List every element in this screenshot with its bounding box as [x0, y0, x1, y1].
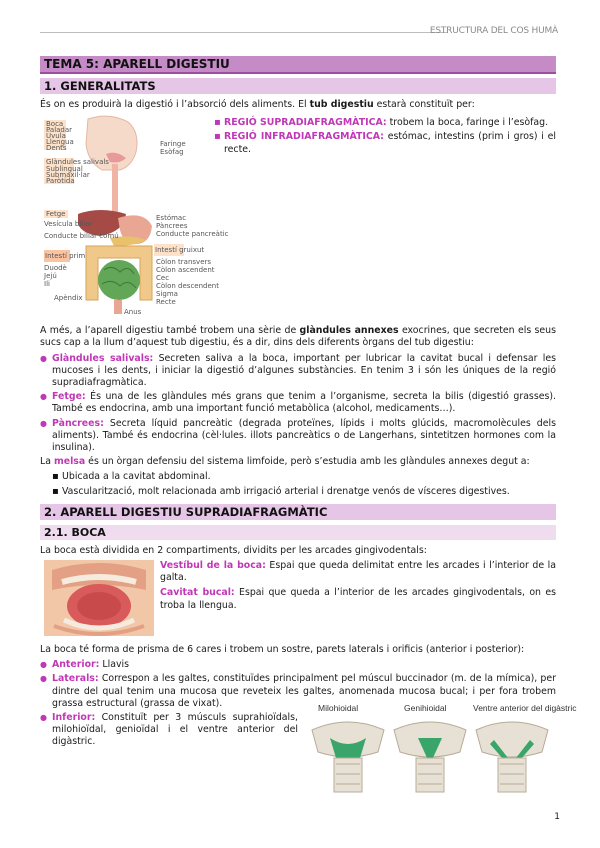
section-heading-supradiafragmatic: 2. APARELL DIGESTIU SUPRADIAFRAGMÀTIC — [40, 504, 556, 520]
mouth-faces-list-cont — [40, 712, 298, 749]
figure-label-duode: Duodè — [44, 264, 67, 273]
figure-label-intesti-prim: Intestí prim — [45, 252, 86, 261]
figure-label-uvula: Úvula — [46, 132, 66, 141]
figure-label-estomac: Estómac — [156, 214, 187, 223]
boca-intro: La boca està dividida en 2 compartiments, dividits per les arcades gingivodentals: — [40, 544, 427, 556]
page-content — [40, 56, 577, 798]
melsa-list — [50, 471, 556, 497]
page-number: 1 — [554, 812, 560, 822]
figure-label-intesti-gruixut: Intestí gruixut — [155, 246, 205, 255]
figure-label-vesicula: Vesícula biliar — [44, 220, 93, 229]
figure-label-anus: Anus — [124, 308, 142, 317]
figure-label-cec: Cec — [156, 274, 170, 283]
suprahyoid-muscles-figure — [308, 702, 577, 798]
figure-label-sublingual: Sublingual — [46, 165, 83, 174]
intro-paragraph: És on es produirà la digestió i l’absorció dels aliments. El tub digestiu estarà constituït per: — [40, 99, 475, 110]
figure-label-submaxillar: Submaxil·lar — [46, 171, 90, 180]
list-item: ● Fetge: És una de les glàndules més grans que tenim a l’organisme, secreta la bilis (digestió grasses). També es endocrina, amb una important funció metabòlica (alcohol, medicaments…). — [40, 391, 556, 415]
cavitat-text: Cavitat bucal: Espai que queda a l’interior de les arcades gingivodentals, on es troba la llengua. — [160, 587, 556, 611]
figure-label-colon-descendent: Còlon descendent — [156, 282, 219, 291]
running-title: ESTRUCTURA DEL COS HUMÀ — [429, 26, 558, 36]
figure-label-glandules-salivals: Glàndules salivals — [46, 158, 109, 167]
list-item: ▪ Vascularització, molt relacionada amb irrigació arterial i drenatge venós de vísceres digestives. — [50, 486, 556, 498]
muscle-label-genihioidal: Genihioidal — [404, 703, 447, 714]
list-item: ● Inferior: Constituït per 3 músculs suprahioïdals, milohioïdal, genioïdal i el ventre anterior del digàstric. — [40, 712, 298, 749]
muscle-illustration-1 — [312, 722, 384, 792]
figure-label-ili: Ili — [44, 280, 50, 289]
figure-label-paladar: Paladar — [46, 126, 73, 135]
glands-list — [40, 353, 556, 455]
figure-label-boca: Boca — [46, 120, 64, 129]
muscle-illustration-2 — [394, 722, 466, 792]
figure-label-fetge: Fetge — [46, 210, 66, 219]
figure-label-llengua: Llengua — [46, 138, 74, 147]
annex-paragraph: A més, a l’aparell digestiu també trobem una sèrie de glàndules annexes exocrines, que secreten els seus sucs cap a la llum d’aquest tub digestiu, és a dir, dins dels diferents òrgans del tub digestiu: — [40, 325, 556, 349]
figure-label-colon-ascendent: Còlon ascendent — [156, 266, 215, 275]
melsa-paragraph: La melsa és un òrgan defensiu del sistema limfoide, però s’estudia amb les glàndules annexes degut a: — [40, 456, 530, 468]
figure-label-conducte-pancreatic: Conducte pancreàtic — [156, 230, 229, 239]
list-item: ● Anterior: Llavis — [40, 659, 556, 671]
figure-label-apendix: Apèndix — [54, 294, 83, 303]
figure-label-colon-transvers: Còlon transvers — [156, 258, 212, 267]
figure-label-esofag: Esòfag — [160, 148, 184, 157]
mouth-faces-list — [40, 659, 556, 710]
figure-label-faringe: Faringe — [160, 140, 186, 149]
list-item: ▪ REGIÓ INFRADIAFRAGMÀTICA: estómac, intestins (prim i gros) i el recte. — [212, 131, 556, 155]
list-item: ● Glàndules salivals: Secreten saliva a la boca, important per lubricar la cavitat bucal i defensar les mucoses i les dents, i iniciar la digestió d’algunes substàncies. En tenim 3 i són les úniques de la regió supradiafragmàtica. — [40, 353, 556, 390]
muscle-label-ventre-digastric: Ventre anterior del digàstric — [473, 703, 577, 714]
digestive-system-figure — [40, 114, 229, 317]
mouth-shape-paragraph: La boca té forma de prisma de 6 cares i trobem un sostre, parets laterals i orificis (anterior i posterior): — [40, 644, 525, 656]
list-item: ▪ REGIÓ SUPRADIAFRAGMÀTICA: trobem la boca, faringe i l’esòfag. — [212, 117, 556, 129]
figure-label-sigma: Sigma — [156, 290, 178, 299]
figure-label-jeju: Jejú — [44, 272, 57, 281]
list-item: ● Laterals: Correspon a les galtes, constituïdes principalment pel múscul buccinador (m. de la mímica), per dintre del qual tenim una mucosa que reveteix les galtes, anomenada mucosa bucal; i per fora trobem grassa estructural (grassa de vixat). — [40, 673, 556, 710]
list-item: ● Pàncrees: Secreta líquid pancreàtic (degrada proteïnes, lípids i molts glúcids, macromolècules dels aliments). També és endocrina (cèl·lules. illots pancreàtics o de Langerhans, sintetitzen hormones com la insulina). — [40, 418, 556, 455]
tube-regions-list — [212, 117, 556, 156]
figure-label-conducte-biliar: Conducte biliar comú — [44, 232, 119, 241]
figure-label-dents: Dents — [46, 144, 67, 153]
document-title: TEMA 5: APARELL DIGESTIU — [40, 56, 556, 74]
figure-label-recte: Recte — [156, 298, 176, 307]
muscle-label-milohioidal: Milohioidal — [318, 703, 359, 714]
mouth-figure — [44, 560, 154, 636]
figure-label-parotida: Paròtida — [46, 177, 75, 186]
muscle-illustration-3 — [476, 722, 548, 792]
vestibul-text: Vestíbul de la boca: Espai que queda delimitat entre les arcades i l’interior de la galta. — [160, 560, 556, 584]
list-item: ▪ Ubicada a la cavitat abdominal. — [50, 471, 556, 483]
subsection-heading-boca: 2.1. BOCA — [40, 525, 556, 540]
header-rule — [40, 32, 448, 33]
figure-label-pancrees: Pàncrees — [156, 222, 188, 231]
section-heading-generalitats: 1. GENERALITATS — [40, 78, 556, 94]
